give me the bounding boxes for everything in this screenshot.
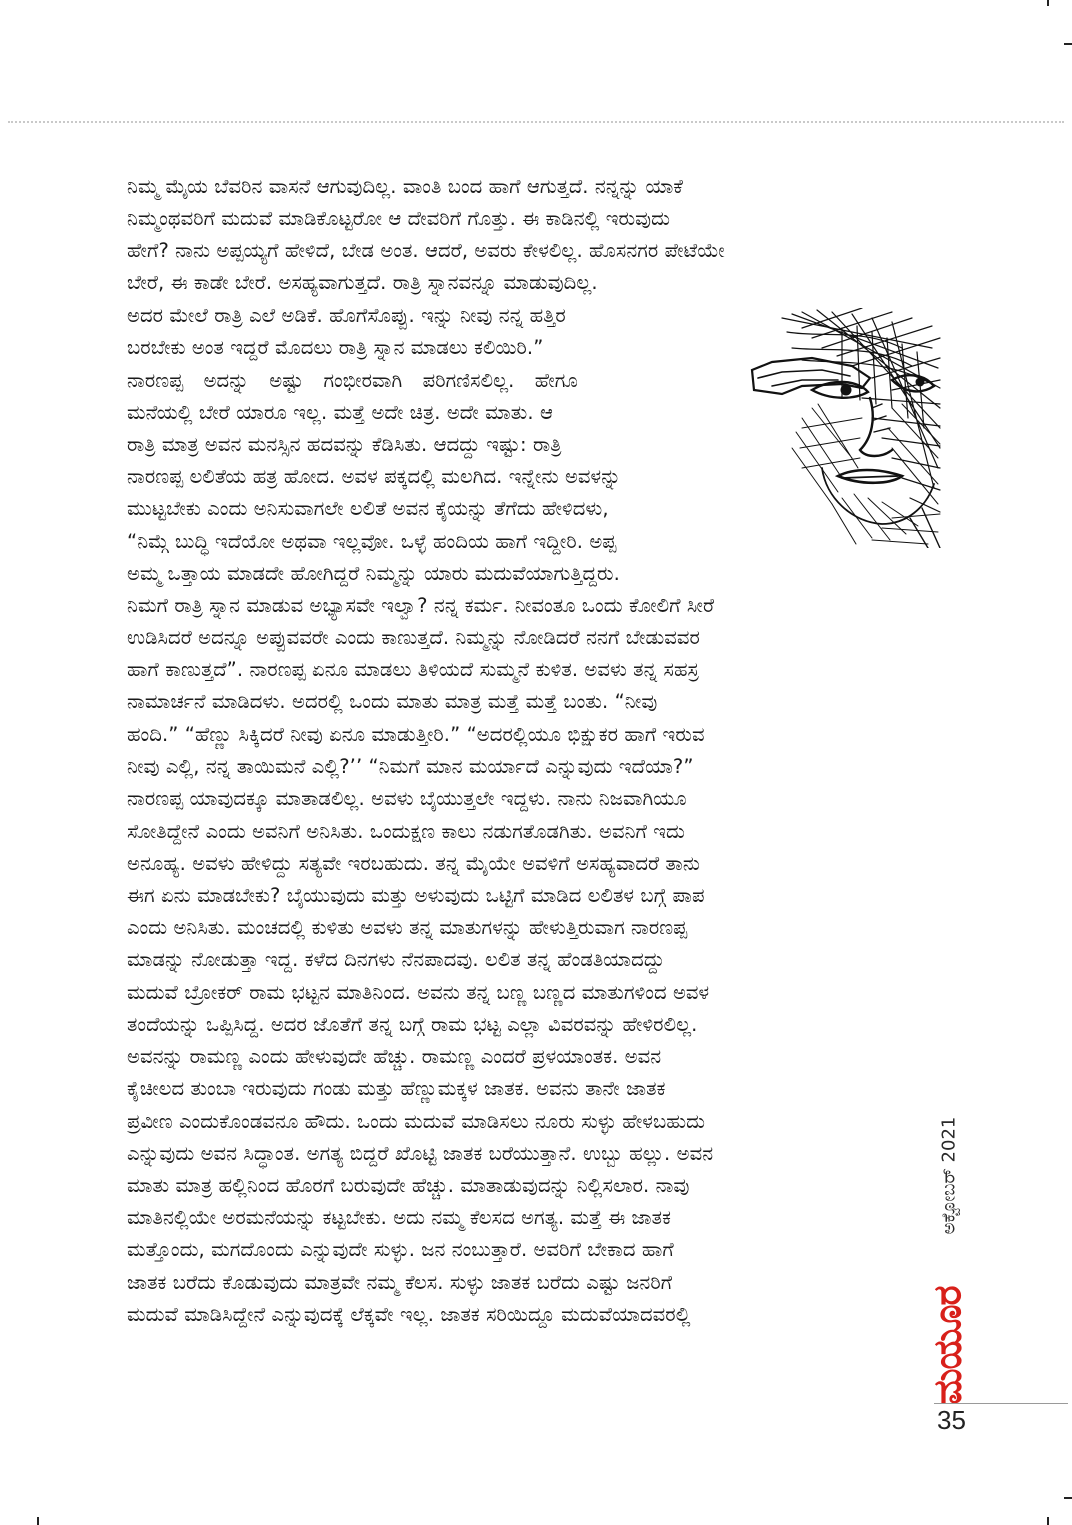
article-line: ನಾರಣಪ್ಪ ಯಾವುದಕ್ಕೂ ಮಾತಾಡಲಿಲ್ಲ. ಅವಳು ಬೈಯುತ್ತಲೇ ಇದ್ದಳು. ನಾನು ನಿಜವಾಗಿಯೂ bbox=[127, 787, 687, 810]
article-line: ಅನೂಹ್ಯ. ಅವಳು ಹೇಳಿದ್ದು ಸತ್ಯವೇ ಇರಬಹುದು. ತನ್ನ ಮೈಯೇ ಅವಳಿಗೆ ಅಸಹ್ಯವಾದರೆ ತಾನು bbox=[127, 852, 700, 875]
article-line: “ನಿಮ್ಗೆ ಬುದ್ಧಿ ಇದೆಯೋ ಅಥವಾ ಇಲ್ಲವೋ. ಒಳ್ಳೆ ಹಂದಿಯ ಹಾಗೆ ಇದ್ದೀರಿ. ಅಪ್ಪ bbox=[127, 530, 617, 553]
page-number: 35 bbox=[937, 1405, 966, 1435]
article-line: ಮನೆಯಲ್ಲಿ ಬೇರೆ ಯಾರೂ ಇಲ್ಲ. ಮತ್ತೆ ಅದೇ ಚಿತ್ರ. ಅದೇ ಮಾತು. ಆ bbox=[127, 401, 553, 424]
article-line: ಎಂದು ಅನಿಸಿತು. ಮಂಚದಲ್ಲಿ ಕುಳಿತು ಅವಳು ತನ್ನ ಮಾತುಗಳನ್ನು ಹೇಳುತ್ತಿರುವಾಗ ನಾರಣಪ್ಪ bbox=[127, 916, 688, 939]
article-line: ಬರಬೇಕು ಅಂತ ಇದ್ದರೆ ಮೊದಲು ರಾತ್ರಿ ಸ್ನಾನ ಮಾಡಲು ಕಲಿಯಿರಿ.” bbox=[127, 336, 544, 359]
article-line: ಅಮ್ಮ ಒತ್ತಾಯ ಮಾಡದೇ ಹೋಗಿದ್ದರೆ ನಿಮ್ಮನ್ನು ಯಾರು ಮದುವೆಯಾಗುತ್ತಿದ್ದರು. bbox=[127, 562, 620, 585]
article-line: ಕೈಚೀಲದ ತುಂಬಾ ಇರುವುದು ಗಂಡು ಮತ್ತು ಹೆಣ್ಣುಮಕ್ಕಳ ಜಾತಕ. ಅವನು ತಾನೇ ಜಾತಕ bbox=[127, 1077, 666, 1100]
article-line: ಮುಟ್ಟಬೇಕು ಎಂದು ಅನಿಸುವಾಗಲೇ ಲಲಿತೆ ಅವನ ಕೈಯನ್ನು ತೆಗೆದು ಹೇಳಿದಳು, bbox=[127, 497, 609, 520]
article-line: ಮಾತು ಮಾತ್ರ ಹಲ್ಲಿನಿಂದ ಹೊರಗೆ ಬರುವುದೇ ಹೆಚ್ಚು. ಮಾತಾಡುವುದನ್ನು ನಿಲ್ಲಿಸಲಾರ. ನಾವು bbox=[127, 1174, 690, 1197]
article-line: ಮತ್ತೊಂದು, ಮಗದೊಂದು ಎನ್ನುವುದೇ ಸುಳ್ಳು. ಜನ ನಂಬುತ್ತಾರೆ. ಅವರಿಗೆ ಬೇಕಾದ ಹಾಗೆ bbox=[127, 1238, 674, 1261]
article-line: ಜಾತಕ ಬರೆದು ಕೊಡುವುದು ಮಾತ್ರವೇ ನಮ್ಮ ಕೆಲಸ. ಸುಳ್ಳು ಜಾತಕ ಬರೆದು ಎಷ್ಟು ಜನರಿಗೆ bbox=[127, 1271, 673, 1294]
article-line: ನಾರಣಪ್ಪ ಅದನ್ನು ಅಷ್ಟು ಗಂಭೀರವಾಗಿ ಪರಿಗಣಿಸಲಿಲ್ಲ. ಹೇಗೂ bbox=[127, 369, 578, 392]
article-line: ಹೇಗೆ? ನಾನು ಅಪ್ಪಯ್ಯಗೆ ಹೇಳಿದೆ, ಬೇಡ ಅಂತ. ಆದರೆ, ಅವರು ಕೇಳಲಿಲ್ಲ. ಹೊಸನಗರ ಪೇಟೆಯೇ bbox=[127, 239, 725, 262]
article-line: ಮದುವೆ ಬ್ರೋಕರ್ ರಾಮ ಭಟ್ಟನ ಮಾತಿನಿಂದ. ಅವನು ತನ್ನ ಬಣ್ಣ ಬಣ್ಣದ ಮಾತುಗಳಿಂದ ಅವಳ bbox=[127, 981, 710, 1004]
article-line: ರಾತ್ರಿ ಮಾತ್ರ ಅವನ ಮನಸ್ಸಿನ ಹದವನ್ನು ಕೆಡಿಸಿತು. ಆದದ್ದು ಇಷ್ಟು: ರಾತ್ರಿ bbox=[127, 433, 562, 456]
article-line: ಎನ್ನುವುದು ಅವನ ಸಿದ್ಧಾಂತ. ಅಗತ್ಯ ಬಿದ್ದರೆ ಖೊಟ್ಟಿ ಜಾತಕ ಬರೆಯುತ್ತಾನೆ. ಉಬ್ಬು ಹಲ್ಲು. ಅವನ bbox=[127, 1142, 714, 1165]
face-sketch-illustration bbox=[742, 308, 942, 548]
article-line: ಪ್ರವೀಣ ಎಂದುಕೊಂಡವನೂ ಹೌದು. ಒಂದು ಮದುವೆ ಮಾಡಿಸಲು ನೂರು ಸುಳ್ಳು ಹೇಳಬಹುದು bbox=[127, 1110, 706, 1133]
article-line: ಅವನನ್ನು ರಾಮಣ್ಣ ಎಂದು ಹೇಳುವುದೇ ಹೆಚ್ಚು. ರಾಮಣ್ಣ ಎಂದರೆ ಪ್ರಳಯಾಂತಕ. ಅವನ bbox=[127, 1045, 662, 1068]
article-line: ಹಾಗೆ ಕಾಣುತ್ತದೆ”. ನಾರಣಪ್ಪ ಏನೂ ಮಾಡಲು ತಿಳಿಯದೆ ಸುಮ್ಮನೆ ಕುಳಿತ. ಅವಳು ತನ್ನ ಸಹಸ್ರ bbox=[127, 658, 699, 681]
issue-date: ಅಕ್ಟೋಬರ್ 2021 bbox=[938, 1116, 960, 1234]
article-line: ತಂದೆಯನ್ನು ಒಪ್ಪಿಸಿದ್ದ. ಅದರ ಜೊತೆಗೆ ತನ್ನ ಬಗ್ಗೆ ರಾಮ ಭಟ್ಟ ಎಲ್ಲಾ ವಿವರವನ್ನು ಹೇಳಿರಲಿಲ್ಲ. bbox=[127, 1013, 698, 1036]
article-line: ನಾರಣಪ್ಪ ಲಲಿತೆಯ ಹತ್ರ ಹೋದ. ಅವಳ ಪಕ್ಕದಲ್ಲಿ ಮಲಗಿದ. ಇನ್ನೇನು ಅವಳನ್ನು bbox=[127, 465, 621, 488]
article-line: ಹಂದಿ.” “ಹೆಣ್ಣು ಸಿಕ್ಕಿದರೆ ನೀವು ಏನೂ ಮಾಡುತ್ತೀರಿ.” “ಅದರಲ್ಲಿಯೂ ಭಿಕ್ಷುಕರ ಹಾಗೆ ಇರುವ bbox=[127, 723, 705, 746]
magazine-logo: ಮಯೂರ bbox=[925, 1286, 970, 1405]
article-line: ನಾಮಾರ್ಚನೆ ಮಾಡಿದಳು. ಅದರಲ್ಲಿ ಒಂದು ಮಾತು ಮಾತ್ರ ಮತ್ತೆ ಮತ್ತೆ ಬಂತು. “ನೀವು bbox=[127, 690, 658, 713]
article-line: ಬೇರೆ, ಈ ಕಾಡೇ ಬೇರೆ. ಅಸಹ್ಯವಾಗುತ್ತದೆ. ರಾತ್ರಿ ಸ್ನಾನವನ್ನೂ ಮಾಡುವುದಿಲ್ಲ. bbox=[127, 271, 598, 294]
article-line: ನಿಮಗೆ ರಾತ್ರಿ ಸ್ನಾನ ಮಾಡುವ ಅಭ್ಯಾಸವೇ ಇಲ್ವಾ? ನನ್ನ ಕರ್ಮ. ನೀವಂತೂ ಒಂದು ಕೋಲಿಗೆ ಸೀರೆ bbox=[127, 594, 715, 617]
article-line: ಅದರ ಮೇಲೆ ರಾತ್ರಿ ಎಲೆ ಅಡಿಕೆ. ಹೊಗೆಸೊಪ್ಪು. ಇನ್ನು ನೀವು ನನ್ನ ಹತ್ತಿರ bbox=[127, 304, 566, 327]
article-line: ಮಾಡನ್ನು ನೋಡುತ್ತಾ ಇದ್ದ. ಕಳೆದ ದಿನಗಳು ನೆನಪಾದವು. ಲಲಿತ ತನ್ನ ಹೆಂಡತಿಯಾದದ್ದು bbox=[127, 948, 665, 971]
page-number-rule bbox=[934, 1403, 1068, 1404]
article-line: ನೀವು ಎಲ್ಲಿ, ನನ್ನ ತಾಯಿಮನೆ ಎಲ್ಲಿ?’’ “ನಿಮಗೆ ಮಾನ ಮರ್ಯಾದೆ ಎನ್ನುವುದು ಇದೆಯಾ?” bbox=[127, 755, 694, 778]
article-line: ಮದುವೆ ಮಾಡಿಸಿದ್ದೇನೆ ಎನ್ನುವುದಕ್ಕೆ ಲೆಕ್ಕವೇ ಇಲ್ಲ. ಜಾತಕ ಸರಿಯಿದ್ದೂ ಮದುವೆಯಾದವರಲ್ಲಿ bbox=[127, 1303, 691, 1326]
article-line: ಉಡಿಸಿದರೆ ಅದನ್ನೂ ಅಪ್ಪುವವರೇ ಎಂದು ಕಾಣುತ್ತದೆ. ನಿಮ್ಮನ್ನು ನೋಡಿದರೆ ನನಗೆ ಬೇಡುವವರ bbox=[127, 626, 700, 649]
article-line: ಮಾತಿನಲ್ಲಿಯೇ ಅರಮನೆಯನ್ನು ಕಟ್ಟಬೇಕು. ಅದು ನಮ್ಮ ಕೆಲಸದ ಅಗತ್ಯ. ಮತ್ತೆ ಈ ಜಾತಕ bbox=[127, 1206, 671, 1229]
article-line: ನಿಮ್ಮಂಥವರಿಗೆ ಮದುವೆ ಮಾಡಿಕೊಟ್ಟರೋ ಆ ದೇವರಿಗೆ ಗೊತ್ತು. ಈ ಕಾಡಿನಲ್ಲಿ ಇರುವುದು bbox=[127, 207, 671, 230]
article-line: ಈಗ ಏನು ಮಾಡಬೇಕು? ಬೈಯುವುದು ಮತ್ತು ಅಳುವುದು ಒಟ್ಟಿಗೆ ಮಾಡಿದ ಲಲಿತಳ ಬಗ್ಗೆ ಪಾಪ bbox=[127, 884, 705, 907]
article-line: ನಿಮ್ಮ ಮೈಯ ಬೆವರಿನ ವಾಸನೆ ಆಗುವುದಿಲ್ಲ. ವಾಂತಿ ಬಂದ ಹಾಗೆ ಆಗುತ್ತದೆ. ನನ್ನನ್ನು ಯಾಕೆ bbox=[127, 175, 684, 198]
article-line: ಸೋತಿದ್ದೇನೆ ಎಂದು ಅವನಿಗೆ ಅನಿಸಿತು. ಒಂದುಕ್ಷಣ ಕಾಲು ನಡುಗತೊಡಗಿತು. ಅವನಿಗೆ ಇದು bbox=[127, 820, 685, 843]
